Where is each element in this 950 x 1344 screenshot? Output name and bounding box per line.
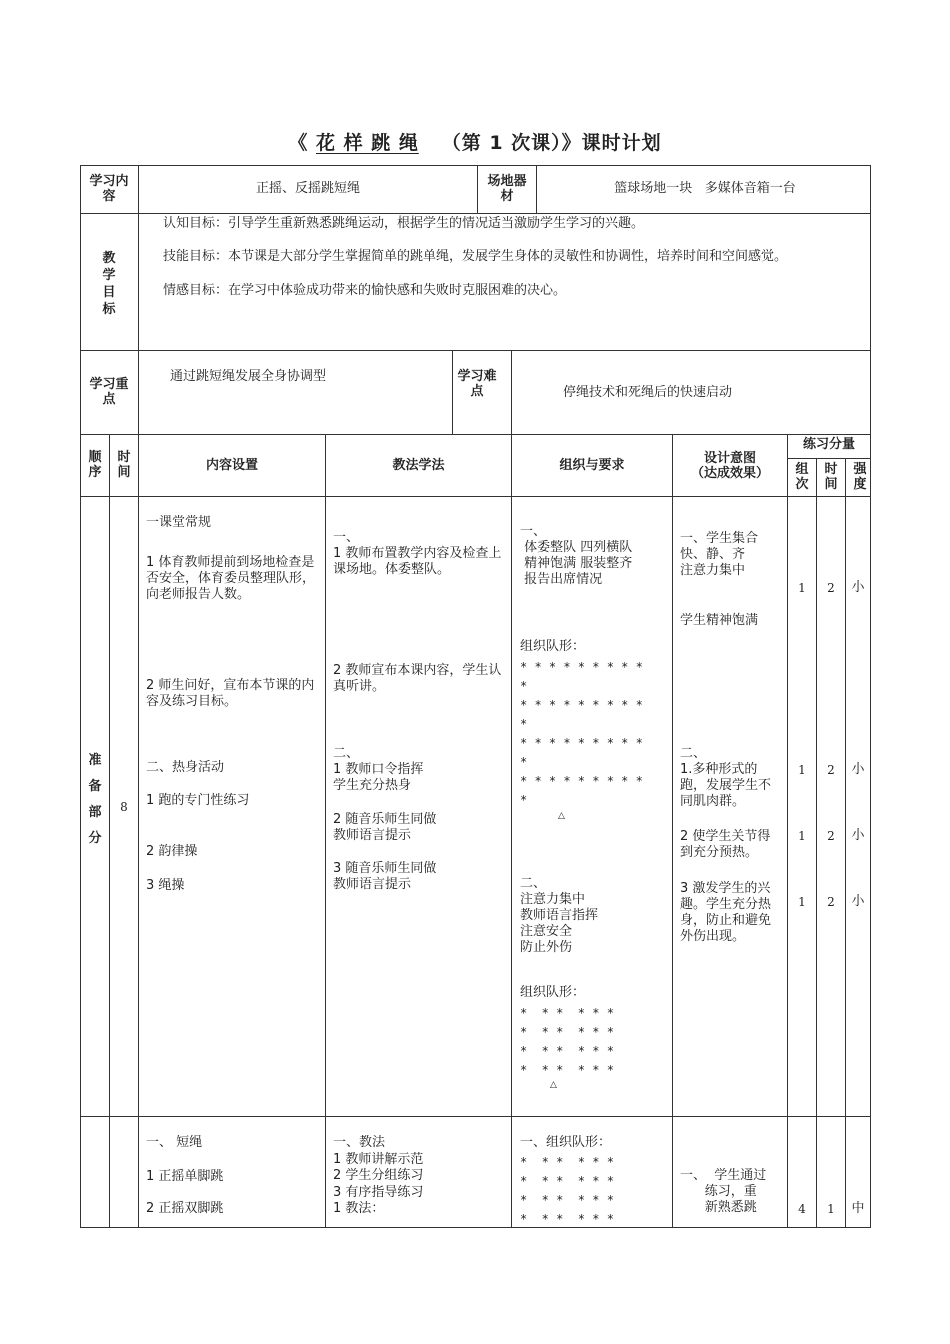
routine-item-2: 2 师生问好，宣布本节课的内容及练习目标。 — [146, 678, 315, 709]
intent-4: 2 使学生关节得到充分预热。 — [680, 829, 771, 860]
col-practice: 练习分量 — [802, 437, 855, 452]
teacher-marker-2: △ — [550, 1080, 557, 1090]
basic-content-1: 1 正摇单脚跳 — [146, 1169, 224, 1184]
col-duration: 时间 — [824, 462, 838, 492]
study-content-value: 正摇、反摇跳短绳 — [255, 181, 360, 196]
method-4: 2 随音乐师生同做 教师语言提示 — [333, 812, 437, 843]
col-content: 内容设置 — [205, 458, 258, 473]
load-duration: 1 — [827, 1202, 835, 1216]
load-duration: 2 — [827, 829, 835, 843]
basic-content-2: 2 正摇双脚跳 — [146, 1201, 224, 1216]
intent-3: 二、 1.多种形式的跑，发展学生不同肌肉群。 — [680, 746, 772, 809]
intent-2: 学生精神饱满 — [680, 613, 759, 628]
col-intent: 设计意图 （达成效果） — [690, 451, 769, 481]
warmup-item-2: 2 韵律操 — [146, 844, 198, 859]
load-intensity: 中 — [851, 1201, 865, 1216]
basic-formation-label: 一、组织队形： — [520, 1135, 612, 1150]
page-title: 《 花 样 跳 绳 （第 1 次课）》课时计划 — [288, 132, 662, 154]
col-method: 教法学法 — [392, 458, 445, 473]
difficulty-value: 停绳技术和死绳后的快速启动 — [563, 385, 733, 400]
load-groups: 4 — [798, 1202, 806, 1216]
method-5: 3 随音乐师生同做 教师语言提示 — [333, 861, 437, 892]
formation-label-1: 组织队形： — [520, 639, 586, 654]
key-point-value: 通过跳短绳发展全身协调型 — [170, 369, 327, 384]
difficulty-label: 学习难点 — [457, 369, 497, 399]
basic-intent: 一、 学生通过 练习，重 新熟悉跳 — [680, 1168, 767, 1215]
col-order: 顺序 — [88, 450, 102, 480]
venue-label: 场地器材 — [487, 174, 527, 204]
org-2: 二、 注意力集中 教师语言指挥 注意安全 防止外伤 — [520, 876, 599, 955]
formation-grid-2: * * * * * * * * * * * * * * * * * * * * * * * * — [520, 1006, 614, 1077]
warmup-item-1: 1 跑的专门性练习 — [146, 793, 250, 808]
load-groups: 1 — [798, 829, 806, 843]
load-duration: 2 — [827, 581, 835, 595]
load-intensity: 小 — [851, 828, 865, 843]
section-prep: 准备部分 — [88, 753, 102, 846]
routine-title: 一课堂常规 — [146, 515, 212, 530]
goals-label: 教学目标 — [102, 251, 116, 317]
basic-method: 一、教法 1 教师讲解示范 2 学生分组练习 3 有序指导练习 1 教法： — [333, 1135, 424, 1216]
basic-formation-grid: * * * * * * * * * * * * * * * * * * * * * * * * — [520, 1155, 614, 1226]
load-intensity: 小 — [851, 580, 865, 595]
method-3: 二、 1 教师口令指挥 学生充分热身 — [333, 746, 424, 793]
formation-label-2: 组织队形： — [520, 985, 586, 1000]
prep-time: 8 — [120, 800, 128, 814]
basic-content-title: 一、 短绳 — [146, 1135, 203, 1150]
load-intensity: 小 — [851, 762, 865, 777]
warmup-title: 二、热身活动 — [146, 760, 225, 775]
formation-grid-1: * * * * * * * * * * * * * * * * * * * * * * * * * * * * * * * * * * * * * * * * — [520, 660, 643, 807]
key-point-label: 学习重点 — [89, 377, 129, 407]
load-duration: 2 — [827, 895, 835, 909]
col-time: 时间 — [117, 450, 131, 480]
warmup-item-3: 3 绳操 — [146, 878, 185, 893]
load-duration: 2 — [827, 763, 835, 777]
venue-value: 篮球场地一块 多媒体音箱一台 — [614, 181, 796, 196]
org-1: 一、 体委整队 四列横队 精神饱满 服装整齐 报告出席情况 — [520, 524, 633, 587]
col-organization: 组织与要求 — [559, 458, 625, 473]
goal-emotion: 情感目标：在学习中体验成功带来的愉快感和失败时克服困难的决心。 — [163, 283, 567, 298]
goal-cognitive: 认知目标：引导学生重新熟悉跳绳运动，根据学生的情况适当激励学生学习的兴趣。 — [163, 216, 645, 231]
method-2: 2 教师宣布本课内容，学生认真听讲。 — [333, 663, 502, 694]
load-groups: 1 — [798, 581, 806, 595]
method-1: 一、 1 教师布置教学内容及检查上课场地。体委整队。 — [333, 530, 502, 577]
load-groups: 1 — [798, 763, 806, 777]
goal-skill: 技能目标：本节课是大部分学生掌握简单的跳单绳，发展学生身体的灵敏性和协调性，培养时间和空间感觉。 — [163, 249, 788, 264]
teacher-marker-1: △ — [558, 811, 565, 821]
intent-1: 一、学生集合 快、静、齐 注意力集中 — [680, 531, 759, 578]
intent-5: 3 激发学生的兴趣。学生充分热身，防止和避免外伤出现。 — [680, 881, 772, 944]
col-groups: 组次 — [795, 462, 809, 492]
routine-item-1: 1 体育教师提前到场地检查是否安全，体育委员整理队形，向老师报告人数。 — [146, 555, 316, 602]
study-content-label: 学习内容 — [89, 174, 129, 204]
load-groups: 1 — [798, 895, 806, 909]
col-intensity: 强度 — [853, 462, 867, 492]
load-intensity: 小 — [851, 894, 865, 909]
